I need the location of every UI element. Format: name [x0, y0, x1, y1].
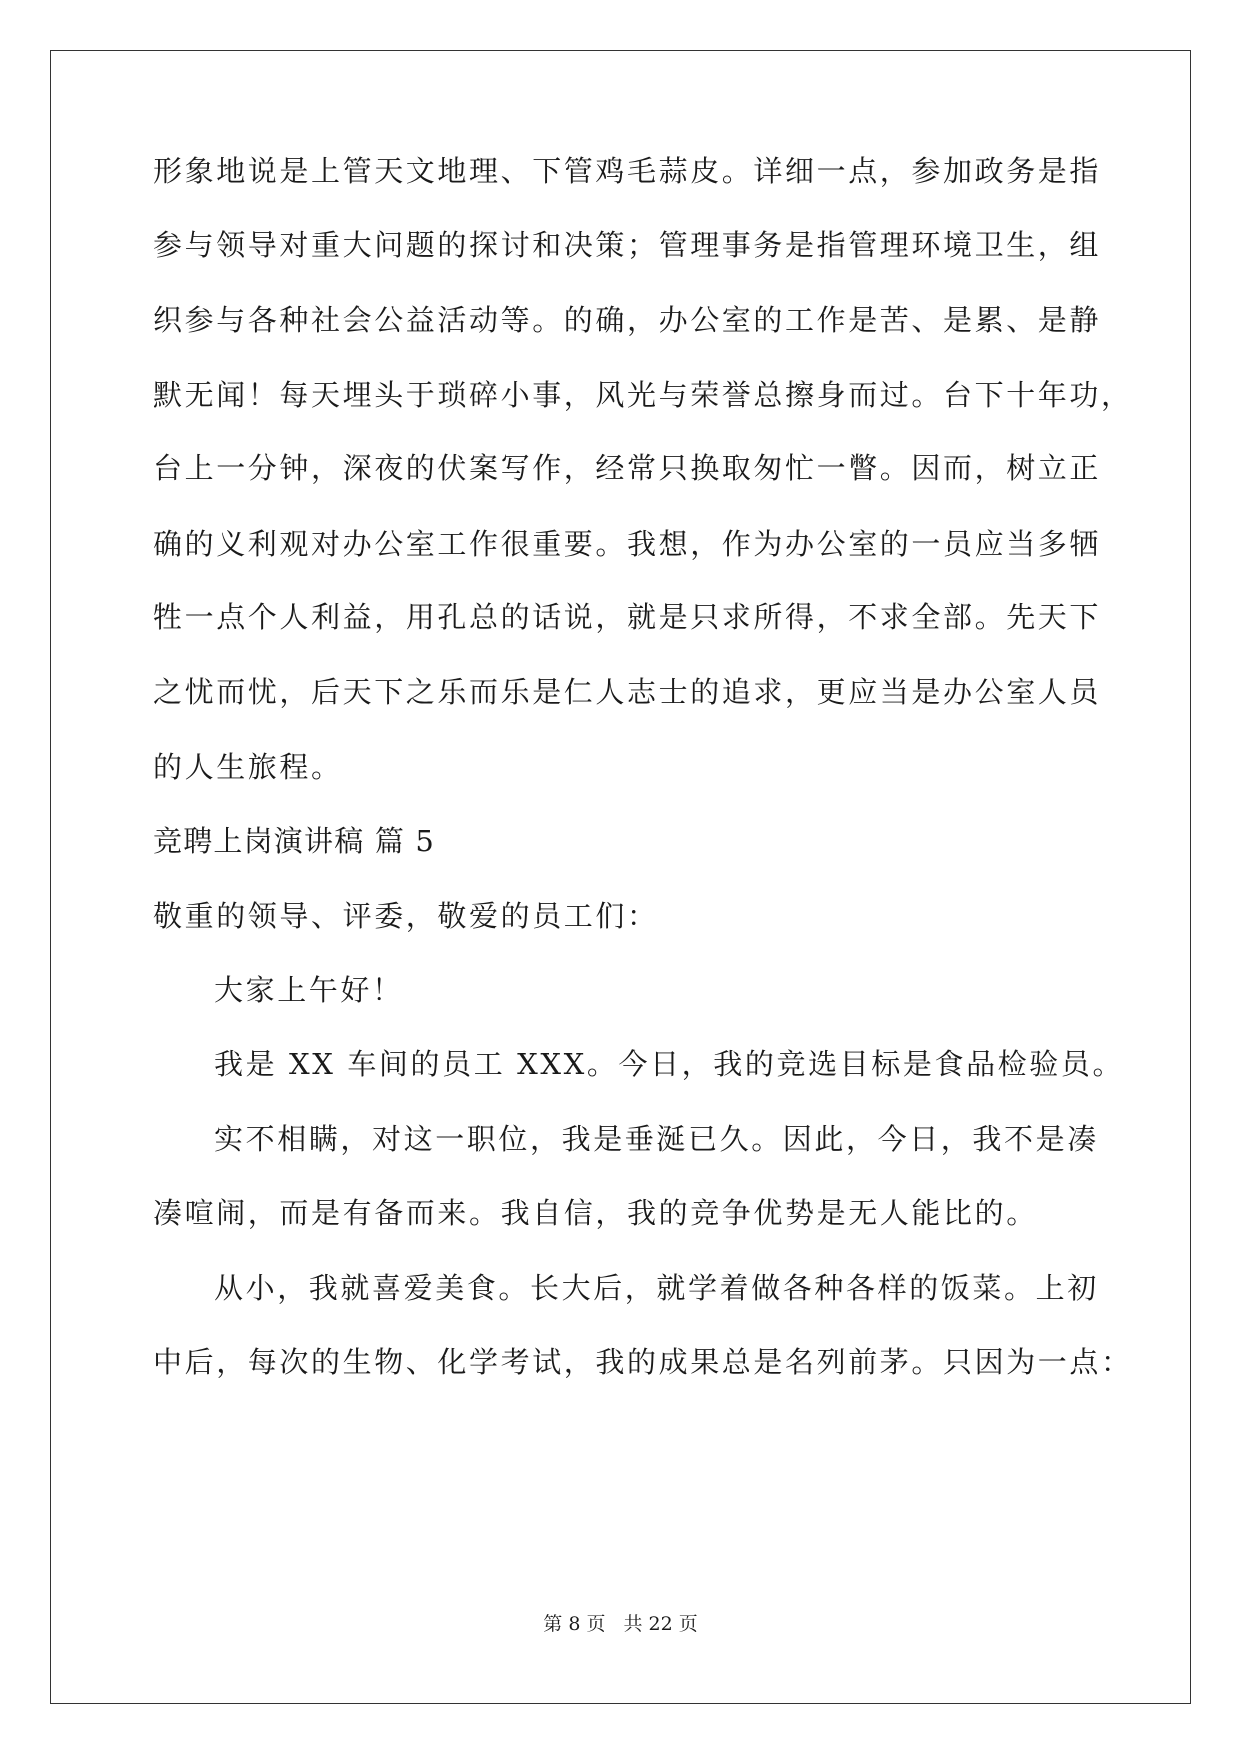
body-line-8: 之忧而忧，后天下之乐而乐是仁人志士的追求，更应当是办公室人员 [153, 675, 1102, 709]
body-line-5: 台上一分钟，深夜的伏案写作，经常只换取匆忙一瞥。因而，树立正 [153, 451, 1102, 485]
body-line-4: 默无闻！每天埋头于琐碎小事，风光与荣誉总擦身而过。台下十年功， [153, 378, 1133, 412]
page-footer [0, 1612, 1241, 1636]
body-line-3: 织参与各种社会公益活动等。的确，办公室的工作是苦、是累、是静 [153, 303, 1102, 337]
paragraph-3-line-2: 中后，每次的生物、化学考试，我的成果总是名列前茅。只因为一点： [153, 1345, 1133, 1379]
intro-paragraph: 我是 XX 车间的员工 XXX。今日，我的竞选目标是食品检验员。 [214, 1047, 1125, 1081]
page-border [50, 50, 1191, 1704]
paragraph-2-line-2: 凑喧闹，而是有备而来。我自信，我的竞争优势是无人能比的。 [153, 1196, 1038, 1230]
body-line-6: 确的义利观对办公室工作很重要。我想，作为办公室的一员应当多牺 [153, 527, 1102, 561]
greeting: 大家上午好！ [214, 973, 404, 1007]
paragraph-3-line-1: 从小，我就喜爱美食。长大后，就学着做各种各样的饭菜。上初 [214, 1271, 1099, 1305]
section-title: 竞聘上岗演讲稿 篇 5 [153, 824, 436, 858]
paragraph-2-line-1: 实不相瞒，对这一职位，我是垂涎已久。因此，今日，我不是凑 [214, 1122, 1099, 1156]
salutation: 敬重的领导、评委，敬爱的员工们： [153, 899, 659, 933]
body-line-2: 参与领导对重大问题的探讨和决策；管理事务是指管理环境卫生，组 [153, 228, 1102, 262]
body-line-9: 的人生旅程。 [153, 750, 343, 784]
body-line-7: 牲一点个人利益，用孔总的话说，就是只求所得，不求全部。先天下 [153, 600, 1102, 634]
body-line-1: 形象地说是上管天文地理、下管鸡毛蒜皮。详细一点，参加政务是指 [153, 154, 1102, 188]
page-number: 第 8 页 [543, 1613, 606, 1635]
page-total: 共 22 页 [623, 1613, 698, 1635]
